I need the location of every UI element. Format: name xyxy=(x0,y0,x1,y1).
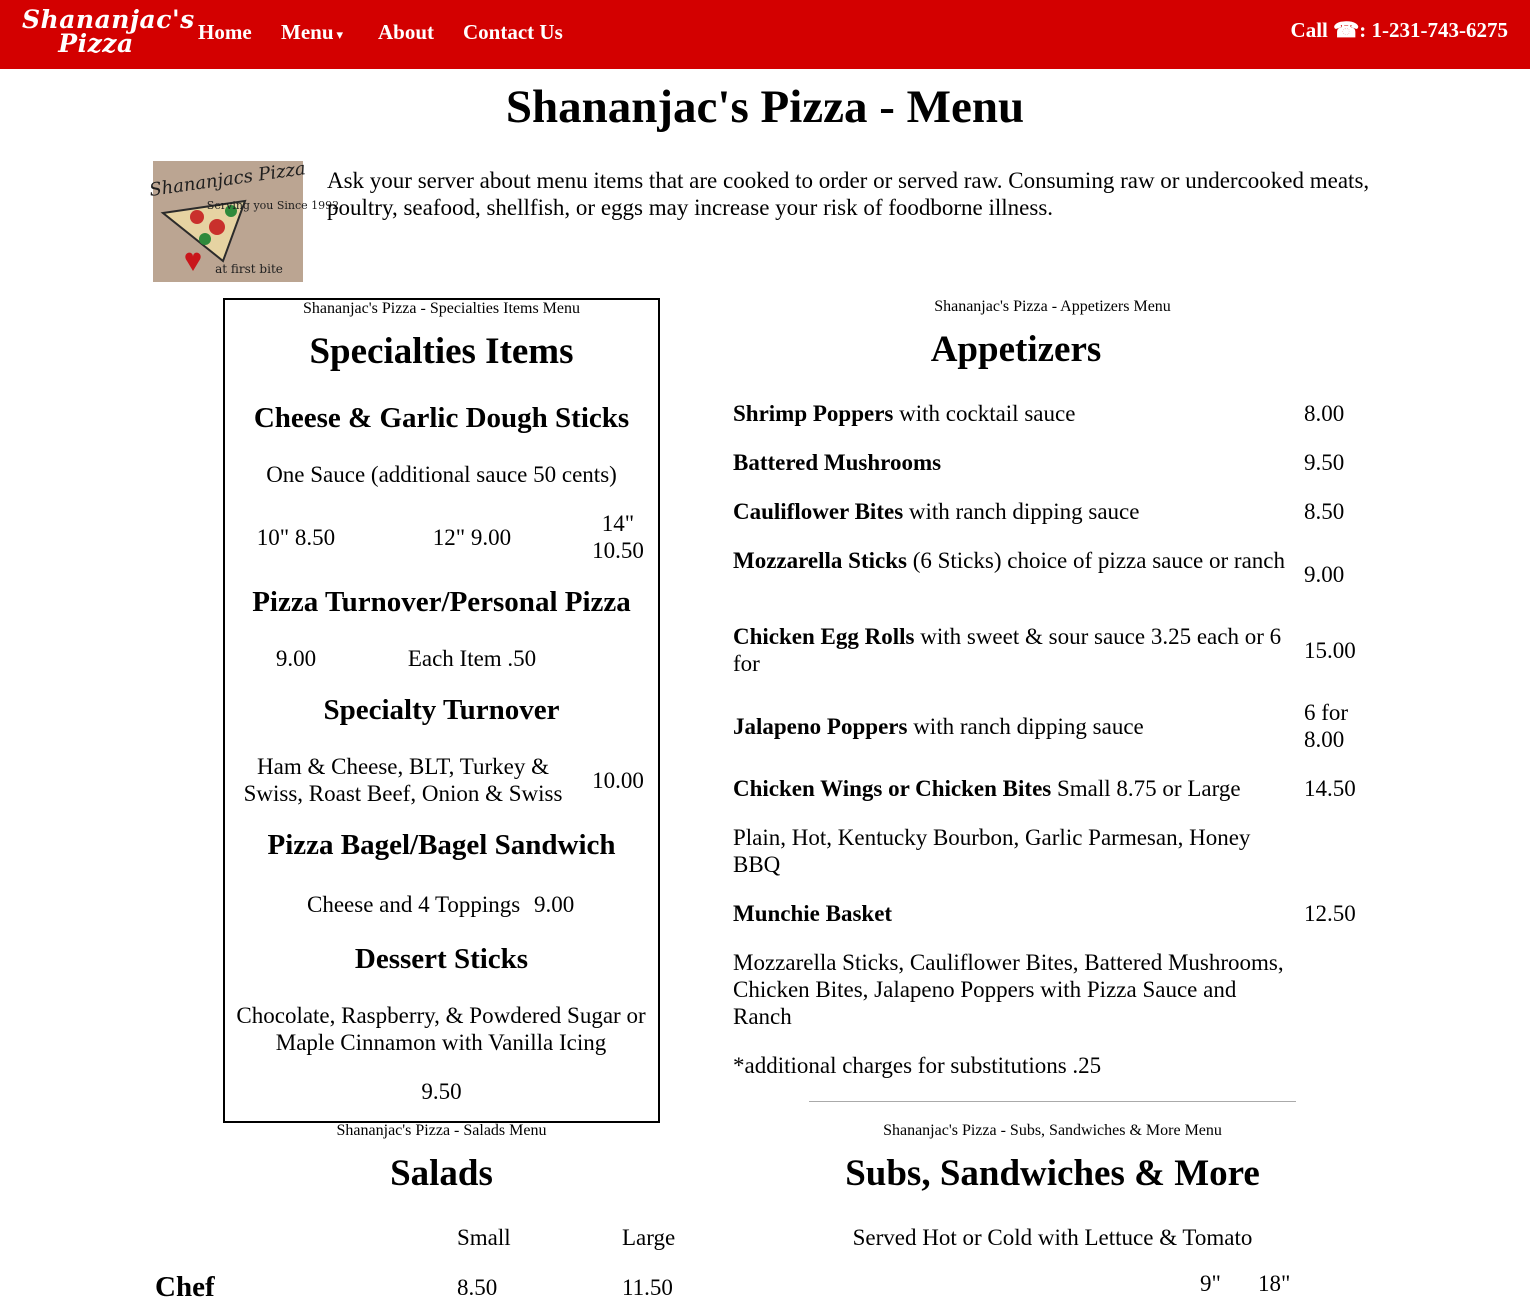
subs-size-18: 18" xyxy=(1258,1271,1291,1296)
dough-sticks-desc: One Sauce (additional sauce 50 cents) xyxy=(266,462,617,487)
specialties-caption: Shananjac's Pizza - Specialties Items Menu xyxy=(302,300,581,317)
appetizer-item xyxy=(733,547,1293,574)
appetizer-item xyxy=(733,498,1293,525)
section-divider xyxy=(809,1101,1296,1102)
appetizer-price: 6 for 8.00 xyxy=(1304,700,1349,752)
appetizer-item xyxy=(733,775,1293,802)
specialties-heading: Specialties Items xyxy=(309,331,574,372)
appetizer-desc: with cocktail sauce xyxy=(893,401,1076,426)
specialty-turnover-price: 10.00 xyxy=(592,768,644,793)
caret-down-icon: ▾ xyxy=(336,27,344,42)
appetizer-name: Shrimp Poppers xyxy=(733,401,894,426)
logo-line-1: Shananjac's xyxy=(22,5,195,34)
bagel-title: Pizza Bagel/Bagel Sandwich xyxy=(267,829,616,861)
size-14-label: 14" xyxy=(601,511,635,536)
appetizer-name: Chicken Wings or Chicken Bites xyxy=(733,776,1052,801)
appetizer-price: 9.50 xyxy=(1304,450,1345,475)
appetizer-price: 8.50 xyxy=(1304,499,1345,524)
appetizer-price: 9.00 xyxy=(1304,562,1345,587)
salad-row-small-price: 8.50 xyxy=(457,1275,498,1300)
shop-logo-image xyxy=(148,158,340,282)
salads-col-small: Small xyxy=(457,1225,511,1250)
munchie-basket-desc: Mozzarella Sticks, Cauliflower Bites, Battered Mushrooms, Chicken Bites, Jalapeno Poppers with Pizza Sauce and Ranch xyxy=(733,950,1284,1029)
bagel-desc: Cheese and 4 Toppings xyxy=(307,892,521,917)
salads-heading: Salads xyxy=(390,1153,493,1194)
dough-sticks-price-14 xyxy=(585,510,651,564)
specialty-turnover-desc: Ham & Cheese, BLT, Turkey & Swiss, Roast Beef, Onion & Swiss xyxy=(243,754,563,806)
bagel-price: 9.00 xyxy=(534,892,575,917)
appetizer-desc: with sweet & sour sauce 3.25 each or 6 for xyxy=(733,624,1282,676)
nav-menu-label: Menu xyxy=(281,20,334,44)
appetizer-name: Mozzarella Sticks xyxy=(733,548,907,573)
phone-link[interactable]: Call ☎: 1-231-743-6275 xyxy=(1290,18,1508,42)
turnover-each-item: Each Item .50 xyxy=(407,646,537,671)
logo-image-tagline: Serving you Since 1992 xyxy=(206,199,340,212)
salad-row-name: Chef xyxy=(155,1271,215,1303)
appetizer-item xyxy=(733,713,1293,740)
dessert-title: Dessert Sticks xyxy=(354,943,529,975)
salads-caption: Shananjac's Pizza - Salads Menu xyxy=(336,1122,547,1139)
appetizer-name: Cauliflower Bites xyxy=(733,499,904,524)
dough-sticks-price-12: 12" 9.00 xyxy=(432,525,512,550)
nav-contact-link[interactable]: Contact Us xyxy=(463,20,563,44)
logo-image-slogan: at first bite xyxy=(215,262,283,276)
appetizer-name: Jalapeno Poppers xyxy=(733,714,908,739)
appetizer-name: Munchie Basket xyxy=(733,901,893,926)
size-14-price: 10.50 xyxy=(592,538,644,563)
appetizers-heading: Appetizers xyxy=(930,329,1102,370)
appetizer-item xyxy=(733,400,1293,427)
wing-flavors: Plain, Hot, Kentucky Bourbon, Garlic Parmesan, Honey BBQ xyxy=(733,825,1251,877)
nav-home-link[interactable]: Home xyxy=(198,20,252,44)
dessert-desc: Chocolate, Raspberry, & Powdered Sugar or Maple Cinnamon with Vanilla Icing xyxy=(236,1003,646,1055)
subs-size-9: 9" xyxy=(1200,1271,1221,1296)
subs-heading: Subs, Sandwiches & More xyxy=(845,1153,1260,1194)
turnover-title: Pizza Turnover/Personal Pizza xyxy=(252,586,631,618)
appetizer-desc: with ranch dipping sauce xyxy=(903,499,1140,524)
appetizers-caption: Shananjac's Pizza - Appetizers Menu xyxy=(934,298,1171,315)
appetizer-desc: Small 8.75 or Large xyxy=(1051,776,1241,801)
appetizer-price: 14.50 xyxy=(1304,776,1356,801)
substitution-note: *additional charges for substitutions .25 xyxy=(733,1053,1102,1078)
page-title: Shananjac's Pizza - Menu xyxy=(505,81,1025,133)
specialty-turnover-title: Specialty Turnover xyxy=(323,694,560,726)
logo-line-2: Pizza xyxy=(58,29,134,58)
dough-sticks-title: Cheese & Garlic Dough Sticks xyxy=(253,402,630,434)
appetizer-item xyxy=(733,900,1293,927)
appetizer-name: Chicken Egg Rolls xyxy=(733,624,915,649)
appetizer-desc: (6 Sticks) choice of pizza sauce or ranch xyxy=(906,548,1286,573)
appetizer-price: 15.00 xyxy=(1304,638,1356,663)
appetizer-name: Battered Mushrooms xyxy=(733,450,942,475)
appetizer-item xyxy=(733,449,1293,476)
dessert-price: 9.50 xyxy=(421,1079,462,1104)
pizza-logo-icon xyxy=(148,158,340,282)
food-safety-notice: Ask your server about menu items that are cooked to order or served raw. Consuming raw or undercooked meats, poultry, seafood, shellfish, or eggs may increase your risk of foodborne illness. xyxy=(327,168,1370,220)
turnover-price: 9.00 xyxy=(275,646,317,671)
nav-about-link[interactable]: About xyxy=(378,20,435,44)
logo-image-title: Shananjacs Pizza xyxy=(148,158,307,201)
top-nav-bar xyxy=(0,0,1530,69)
salad-row-large-price: 11.50 xyxy=(622,1275,673,1300)
appetizer-item xyxy=(733,623,1293,677)
appetizer-desc: with ranch dipping sauce xyxy=(907,714,1144,739)
subs-caption: Shananjac's Pizza - Subs, Sandwiches & More Menu xyxy=(883,1122,1222,1139)
dough-sticks-price-10: 10" 8.50 xyxy=(256,525,336,550)
salads-col-large: Large xyxy=(622,1225,676,1250)
appetizer-price: 12.50 xyxy=(1304,901,1356,926)
subs-desc: Served Hot or Cold with Lettuce & Tomato xyxy=(852,1225,1253,1250)
nav-menu-dropdown[interactable] xyxy=(281,20,343,45)
appetizer-price: 8.00 xyxy=(1304,401,1345,426)
site-logo[interactable] xyxy=(22,5,195,60)
